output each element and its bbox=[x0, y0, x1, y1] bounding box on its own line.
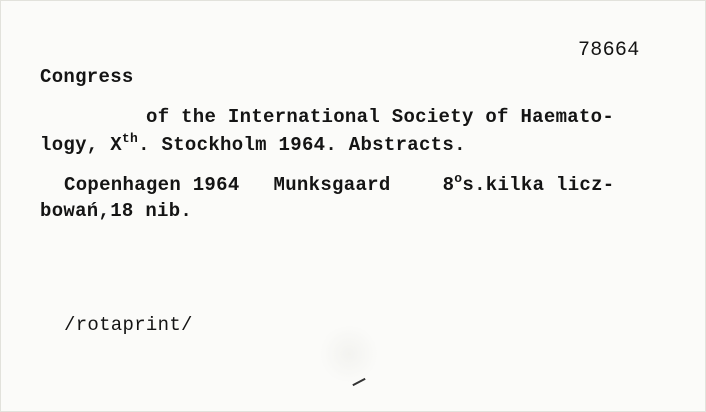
imprint-line-2: bowań,18 nib. bbox=[40, 200, 193, 222]
title-line-2-end: . Stockholm 1964. Abstracts. bbox=[138, 134, 466, 156]
imprint-line-1 bbox=[64, 171, 615, 196]
title-line-2-start: logy, X bbox=[40, 134, 122, 156]
production-note: /rotaprint/ bbox=[64, 314, 193, 336]
imprint-publisher: Munksgaard bbox=[273, 174, 391, 196]
card-number: 78664 bbox=[578, 39, 640, 62]
imprint-place-year: Copenhagen 1964 bbox=[64, 174, 240, 196]
format-superscript: o bbox=[454, 171, 463, 186]
paper-smudge bbox=[318, 326, 380, 382]
format-number: 8 bbox=[442, 174, 455, 196]
catalog-heading: Congress bbox=[40, 66, 134, 88]
title-line-1: of the International Society of Haemato- bbox=[146, 106, 615, 128]
title-line-2 bbox=[40, 131, 466, 156]
format-description: s.kilka licz- bbox=[462, 174, 615, 196]
title-superscript: th bbox=[121, 131, 139, 146]
